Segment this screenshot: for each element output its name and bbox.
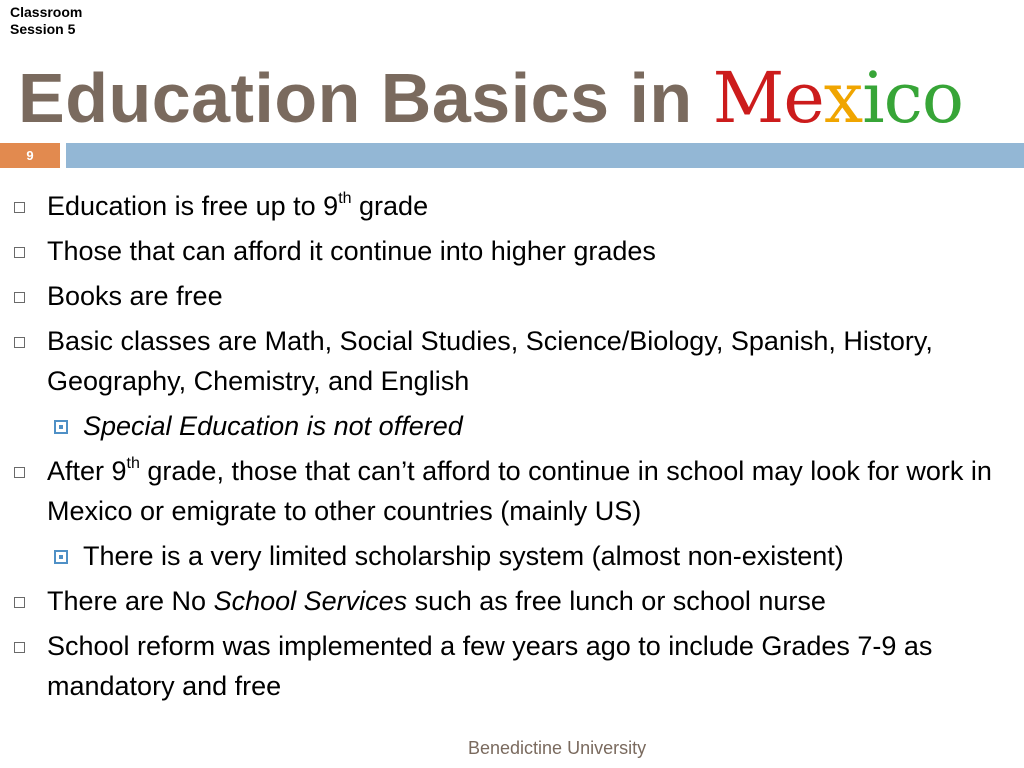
square-bullet-icon — [14, 467, 25, 478]
square-bullet-icon — [14, 202, 25, 213]
square-bullet-icon — [14, 597, 25, 608]
square-bullet-icon — [14, 337, 25, 348]
session-label — [10, 4, 82, 38]
bullet-text-part: grade, those that can’t afford to continue in school may look for work in Mexico or emigrate to other countries (mainly US) — [47, 456, 992, 526]
bullet-text-part: grade — [351, 191, 429, 221]
bullet-text: Books are free — [47, 281, 223, 311]
bullet-item-school-reform — [0, 626, 1024, 706]
bullet-text: Those that can afford it continue into higher grades — [47, 236, 656, 266]
title-prefix: Education Basics in — [18, 59, 713, 137]
title-divider-band — [0, 143, 1024, 168]
bullet-item-school-services — [0, 581, 1024, 621]
filled-square-bullet-icon — [54, 550, 68, 564]
session-line-classroom: Classroom — [10, 4, 83, 20]
footer-university: Benedictine University — [468, 738, 647, 758]
bullet-text-part: After 9 — [47, 456, 127, 486]
title-letter-m: M — [712, 57, 784, 139]
bullet-text: School reform was implemented a few years ago to include Grades 7-9 as mandatory and free — [47, 631, 933, 701]
filled-square-bullet-icon — [54, 420, 68, 434]
square-bullet-icon — [14, 292, 25, 303]
slide-number: 9 — [0, 143, 60, 168]
bullet-text-part: There are No — [47, 586, 214, 616]
bullet-item-free-education — [0, 186, 1024, 226]
title-letter-i: i — [862, 57, 884, 139]
sub-bullet-text: Special Education is not offered — [83, 411, 463, 441]
square-bullet-icon — [14, 247, 25, 258]
title-letter-x: x — [823, 57, 863, 139]
sub-bullet-text: There is a very limited scholarship system (almost non-existent) — [83, 541, 844, 571]
superscript-th: th — [126, 455, 140, 472]
square-bullet-icon — [14, 642, 25, 653]
bullet-text-italic: School Services — [213, 586, 408, 616]
band-accent-bar — [66, 143, 1024, 168]
session-line-number: Session 5 — [10, 21, 76, 37]
slide-title — [18, 52, 963, 144]
bullet-text-part: Education is free up to 9 — [47, 191, 339, 221]
bullet-text: Basic classes are Math, Social Studies, Science/Biology, Spanish, History, Geography, Chemistry, and English — [47, 326, 933, 396]
title-mexico-word — [713, 57, 963, 139]
bullet-item-after-9th-grade — [0, 451, 1024, 531]
superscript-th: th — [338, 190, 352, 207]
bullet-item-basic-classes — [0, 321, 1024, 401]
sub-bullet-scholarship — [0, 536, 1024, 576]
title-letter-o: o — [921, 57, 963, 139]
title-letter-c: c — [883, 57, 922, 139]
bullet-item-higher-grades — [0, 231, 1024, 271]
bullet-item-books — [0, 276, 1024, 316]
sub-bullet-special-education — [0, 406, 1024, 446]
title-letter-e: e — [783, 57, 824, 139]
bullet-text-part: such as free lunch or school nurse — [407, 586, 826, 616]
bullet-list — [0, 186, 1024, 711]
